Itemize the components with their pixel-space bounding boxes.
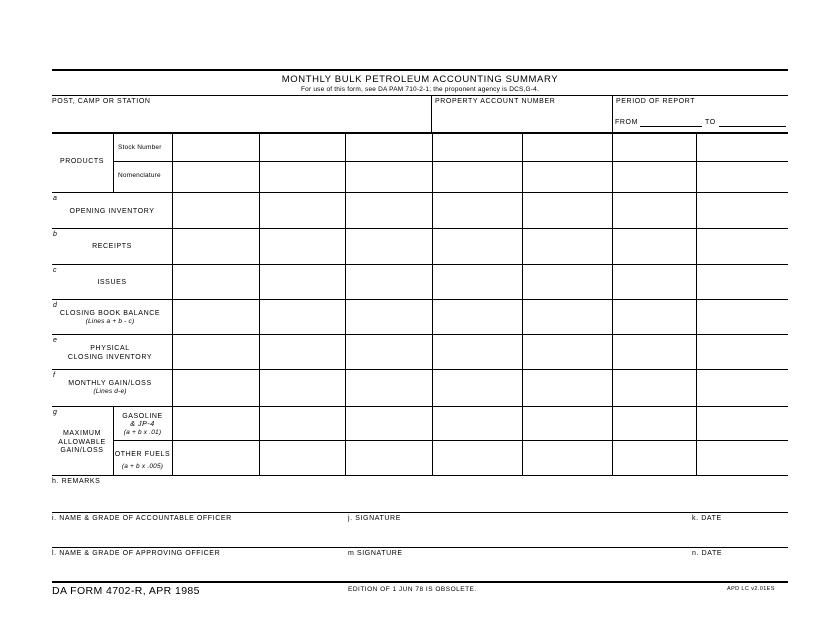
property-account-label: PROPERTY ACCOUNT NUMBER — [435, 98, 556, 105]
row-d-label: CLOSING BOOK BALANCE — [59, 310, 161, 317]
gasoline-label: GASOLINE — [122, 413, 163, 420]
from-field[interactable] — [640, 113, 702, 126]
row-f-letter: f — [53, 372, 56, 379]
from-label: FROM — [615, 119, 639, 126]
property-account-field[interactable] — [433, 106, 611, 132]
row-g-letter: g — [53, 409, 58, 416]
products-label: PRODUCTS — [59, 158, 105, 165]
nomenclature-label: Nomenclature — [118, 172, 161, 179]
remarks-label: h. REMARKS — [52, 478, 101, 485]
row-d-sub: (Lines a + b - c) — [85, 318, 135, 325]
signature-j-label: j. SIGNATURE — [348, 515, 401, 522]
row-e-letter: e — [53, 337, 58, 344]
row-f-sub: (Lines d-e) — [93, 388, 127, 395]
row-g-line3: GAIN/LOSS — [60, 447, 104, 454]
row-d-letter: d — [53, 302, 58, 309]
remarks-field[interactable] — [52, 486, 788, 511]
edition-note: EDITION OF 1 JUN 78 IS OBSOLETE. — [348, 586, 477, 593]
row-b-letter: b — [53, 231, 58, 238]
row-f-label: MONTHLY GAIN/LOSS — [68, 380, 152, 387]
row-e-line2: CLOSING INVENTORY — [67, 354, 153, 361]
date-k-label: k. DATE — [692, 515, 722, 522]
gasoline-jp4-label: & JP-4 — [130, 421, 155, 428]
post-camp-station-field[interactable] — [52, 106, 430, 132]
accountable-officer-label: i. NAME & GRADE OF ACCOUNTABLE OFFICER — [52, 515, 232, 522]
gasoline-sub: (a + b x .01) — [123, 429, 162, 436]
row-c-letter: c — [53, 267, 58, 274]
row-e-line1: PHYSICAL — [90, 345, 130, 352]
data-entry-grid[interactable] — [173, 134, 788, 475]
approving-officer-label: l. NAME & GRADE OF APPROVING OFFICER — [52, 550, 221, 557]
date-n-label: n. DATE — [692, 550, 723, 557]
row-g-line2: ALLOWABLE — [58, 439, 106, 446]
row-a-label: OPENING INVENTORY — [69, 208, 155, 215]
accountable-officer-field[interactable] — [52, 523, 788, 546]
row-g-line1: MAXIMUM — [62, 430, 102, 437]
row-a-letter: a — [53, 195, 58, 202]
signature-m-label: m SIGNATURE — [348, 550, 403, 557]
other-fuels-label: OTHER FUELS — [114, 451, 171, 458]
post-camp-station-label: POST, CAMP OR STATION — [52, 98, 151, 105]
to-label: TO — [705, 119, 716, 126]
form-number: DA FORM 4702-R, APR 1985 — [52, 585, 200, 597]
to-field[interactable] — [719, 113, 786, 126]
approving-officer-field[interactable] — [52, 558, 788, 580]
form-title: MONTHLY BULK PETROLEUM ACCOUNTING SUMMARY — [281, 74, 559, 85]
form-subtitle: For use of this form, see DA PAM 710-2-1; the proponent agency is DCS,G-4. — [301, 86, 539, 93]
other-fuels-sub: (a + b x .005) — [121, 463, 164, 470]
row-b-label: RECEIPTS — [92, 243, 132, 250]
version-label: APD LC v2.01ES — [727, 586, 775, 592]
row-c-label: ISSUES — [97, 279, 127, 286]
stock-number-label: Stock Number — [118, 144, 162, 151]
period-of-report-label: PERIOD OF REPORT — [616, 98, 696, 105]
